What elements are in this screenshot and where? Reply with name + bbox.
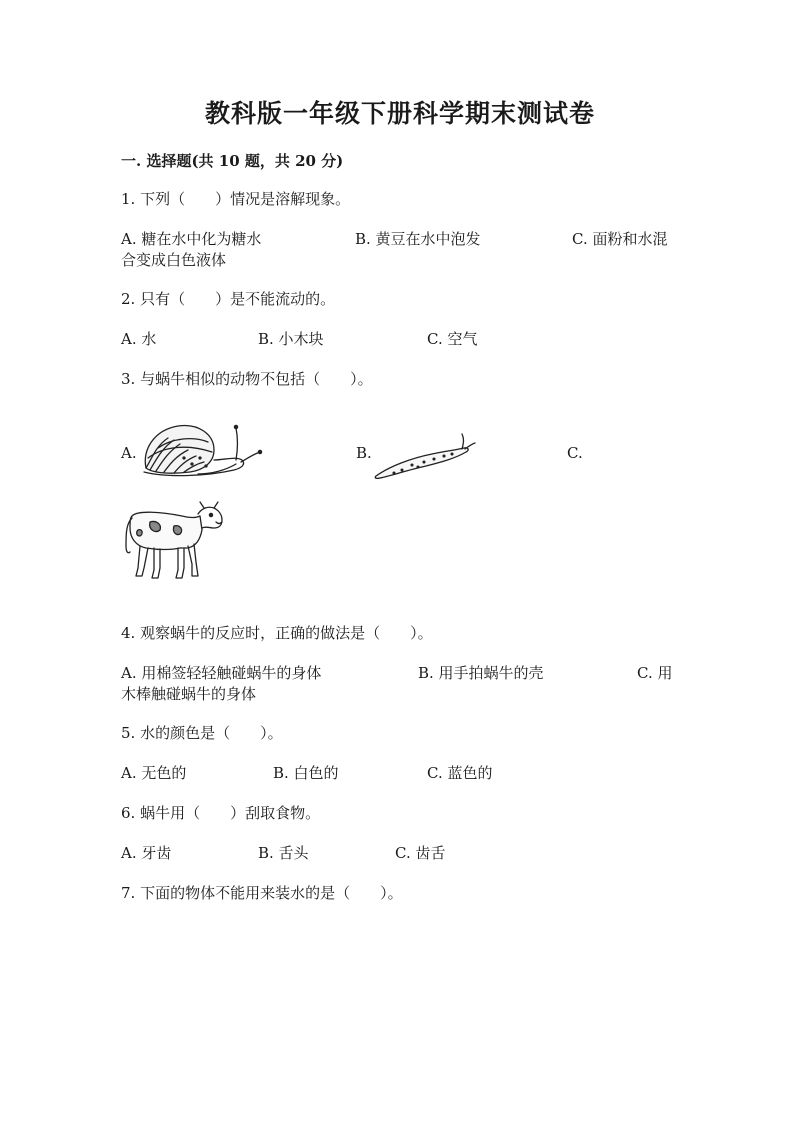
question-3-option-c: C.	[567, 444, 583, 462]
question-5-stem: 5. 水的颜色是（ ）。	[121, 724, 283, 742]
question-4-option-b: B. 用手拍蜗牛的壳	[418, 664, 544, 682]
question-5-option-a: A. 无色的	[121, 764, 187, 782]
question-6-option-b: B. 舌头	[258, 844, 309, 862]
question-1-stem: 1. 下列（ ）情况是溶解现象。	[121, 190, 351, 208]
question-5-option-b: B. 白色的	[273, 764, 339, 782]
question-3-option-a: A.	[121, 444, 137, 462]
question-1-option-c: C. 面粉和水混	[572, 230, 668, 248]
question-2-option-a: A. 水	[121, 330, 157, 348]
question-2-option-c: C. 空气	[427, 330, 478, 348]
question-2-stem: 2. 只有（ ）是不能流动的。	[121, 290, 336, 308]
question-3-stem: 3. 与蜗牛相似的动物不包括（ ）。	[121, 370, 373, 388]
question-4-option-c-continued: 木棒触碰蜗牛的身体	[121, 685, 257, 703]
cow-drawing	[122, 500, 226, 582]
question-1-option-b: B. 黄豆在水中泡发	[355, 230, 481, 248]
question-3-option-b: B.	[356, 444, 372, 462]
question-4-option-c: C. 用	[637, 664, 673, 682]
question-5-option-c: C. 蓝色的	[427, 764, 493, 782]
question-1-option-a: A. 糖在水中化为糖水	[121, 230, 262, 248]
page-title: 教科版一年级下册科学期末测试卷	[204, 99, 595, 128]
section-heading: 一. 选择题(共 10 题，共 20 分)	[121, 152, 344, 170]
question-6-option-c: C. 齿舌	[395, 844, 446, 862]
question-2-option-b: B. 小木块	[258, 330, 324, 348]
question-4-option-a: A. 用棉签轻轻触碰蜗牛的身体	[121, 664, 322, 682]
question-6-option-a: A. 牙齿	[121, 844, 172, 862]
question-7-stem: 7. 下面的物体不能用来装水的是（ ）。	[121, 884, 403, 902]
slug-drawing	[372, 432, 476, 480]
question-4-stem: 4. 观察蜗牛的反应时，正确的做法是（ ）。	[121, 624, 433, 642]
question-1-option-c-continued: 合变成白色液体	[121, 251, 227, 269]
snail-drawing	[138, 418, 264, 480]
question-6-stem: 6. 蜗牛用（ ）刮取食物。	[121, 804, 321, 822]
